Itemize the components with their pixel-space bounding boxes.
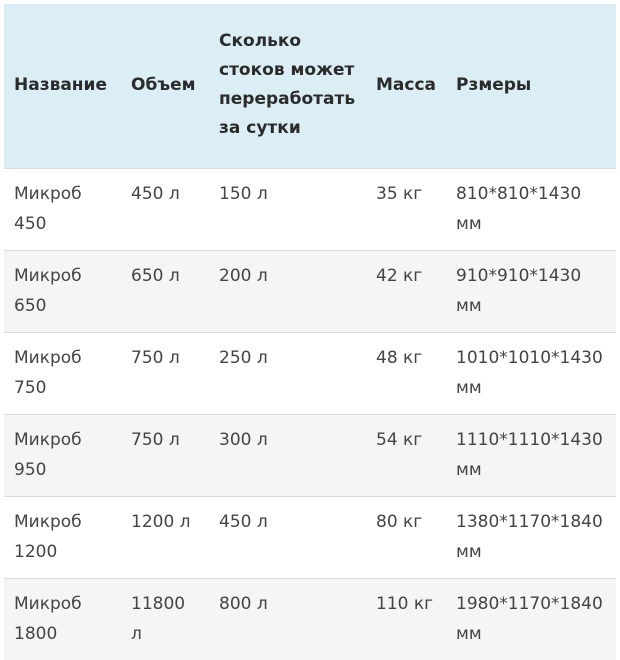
cell-capacity: 450 л — [209, 497, 366, 579]
table-row — [4, 497, 616, 579]
cell-mass: 80 кг — [366, 497, 446, 579]
cell-name: Микроб 950 — [4, 415, 121, 497]
column-header-mass: Масса — [366, 4, 446, 169]
cell-dimensions: 1980*1170*1840 мм — [446, 579, 616, 660]
cell-name: Микроб 1200 — [4, 497, 121, 579]
table-row — [4, 415, 616, 497]
column-header-name: Название — [4, 4, 121, 169]
cell-volume: 750 л — [121, 415, 209, 497]
column-header-capacity: Сколько стоков может переработать за сутки — [209, 4, 366, 169]
cell-dimensions: 1110*1110*1430 мм — [446, 415, 616, 497]
column-header-dimensions: Рзмеры — [446, 4, 616, 169]
cell-mass: 110 кг — [366, 579, 446, 660]
table-row — [4, 169, 616, 251]
cell-name: Микроб 450 — [4, 169, 121, 251]
cell-volume: 650 л — [121, 251, 209, 333]
cell-volume: 450 л — [121, 169, 209, 251]
table-row — [4, 251, 616, 333]
product-specs-table — [4, 4, 616, 660]
cell-name: Микроб 750 — [4, 333, 121, 415]
cell-name: Микроб 650 — [4, 251, 121, 333]
table-header — [4, 4, 616, 169]
cell-capacity: 150 л — [209, 169, 366, 251]
cell-dimensions: 910*910*1430 мм — [446, 251, 616, 333]
cell-name: Микроб 1800 — [4, 579, 121, 660]
cell-volume: 750 л — [121, 333, 209, 415]
table-row — [4, 579, 616, 660]
cell-mass: 42 кг — [366, 251, 446, 333]
cell-capacity: 800 л — [209, 579, 366, 660]
cell-dimensions: 810*810*1430 мм — [446, 169, 616, 251]
table-body — [4, 169, 616, 660]
cell-mass: 54 кг — [366, 415, 446, 497]
product-table-container — [4, 4, 616, 660]
cell-dimensions: 1010*1010*1430 мм — [446, 333, 616, 415]
cell-volume: 1200 л — [121, 497, 209, 579]
cell-capacity: 200 л — [209, 251, 366, 333]
cell-capacity: 250 л — [209, 333, 366, 415]
table-row — [4, 333, 616, 415]
cell-mass: 48 кг — [366, 333, 446, 415]
cell-dimensions: 1380*1170*1840 мм — [446, 497, 616, 579]
column-header-volume: Объем — [121, 4, 209, 169]
cell-capacity: 300 л — [209, 415, 366, 497]
cell-volume: 11800 л — [121, 579, 209, 660]
header-row — [4, 4, 616, 169]
cell-mass: 35 кг — [366, 169, 446, 251]
